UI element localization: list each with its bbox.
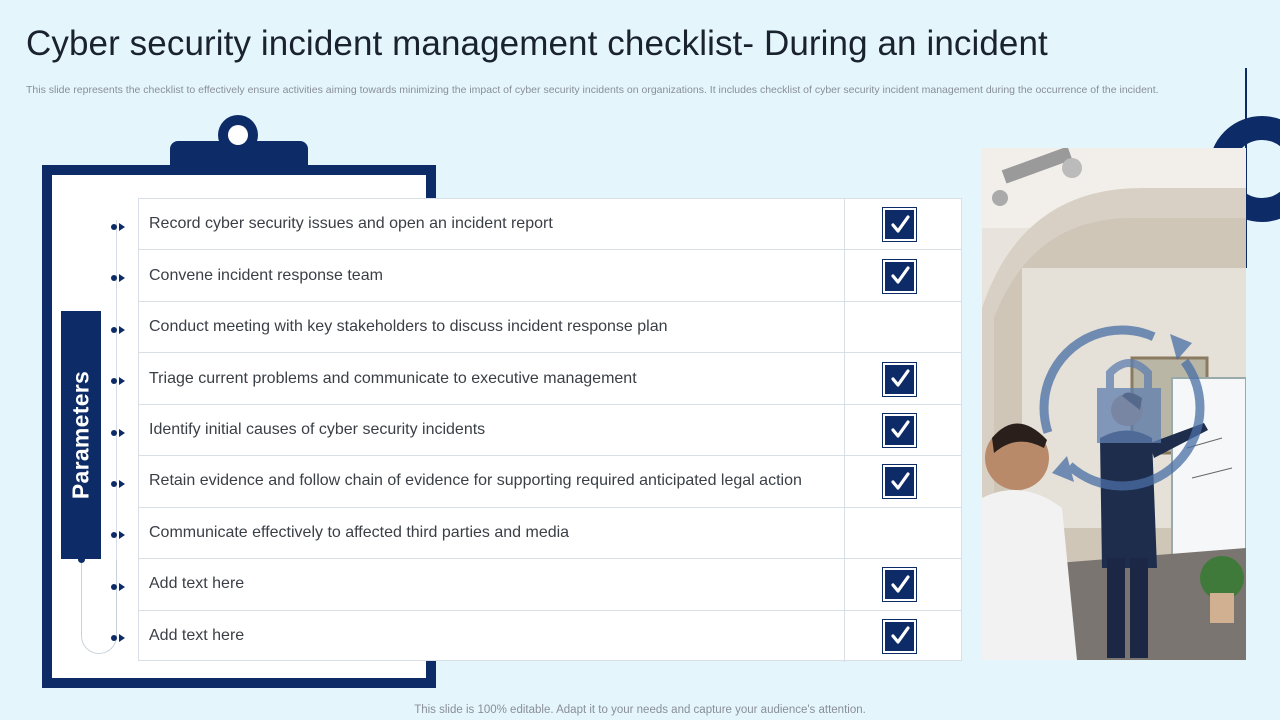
checklist-item-text: Identify initial causes of cyber security incidents [149,420,486,438]
connector-dot [78,556,85,563]
column-divider [844,353,845,403]
photo-illustration [982,148,1246,660]
checkbox-checked-icon[interactable] [883,363,916,396]
checklist-item-text: Conduct meeting with key stakeholders to discuss incident response plan [149,318,668,336]
column-divider [844,405,845,455]
column-divider [844,199,845,249]
column-divider [844,456,845,506]
double-dot-arrow-icon [110,579,128,589]
column-divider [844,611,845,662]
checkbox-checked-icon[interactable] [883,620,916,653]
double-dot-arrow-icon [110,322,128,332]
double-dot-arrow-icon [110,425,128,435]
double-dot-arrow-icon [110,476,128,486]
double-dot-arrow-icon [110,373,128,383]
presenter-photo [982,148,1246,660]
checklist-item-text: Retain evidence and follow chain of evidence for supporting required anticipated legal action [149,472,802,490]
double-dot-arrow-icon [110,219,128,229]
page-subtitle: This slide represents the checklist to effectively ensure activities aiming towards minimizing the impact of cyber security incidents on organizations. It includes checklist of cyber security incident management during the occurrence of the incident. [26,84,1159,96]
checklist-row [139,559,961,610]
double-dot-arrow-icon [110,270,128,280]
column-divider [844,302,845,352]
double-dot-arrow-icon [110,527,128,537]
column-divider [844,250,845,300]
parameters-label: Parameters [67,370,94,500]
checklist-row [139,353,961,404]
checklist-row [139,250,961,301]
checkbox-checked-icon[interactable] [883,568,916,601]
checkbox-checked-icon[interactable] [883,260,916,293]
checklist-item-text: Add text here [149,575,245,593]
clipboard-hole [228,125,248,145]
checklist-row [139,302,961,353]
checklist-item-text: Add text here [149,627,245,645]
checklist-table [138,198,962,661]
checklist-item-text: Convene incident response team [149,266,383,284]
checklist-row [139,405,961,456]
checklist-row [139,508,961,559]
checklist-row [139,611,961,662]
checklist-item-text: Triage current problems and communicate to executive management [149,369,637,387]
page-title: Cyber security incident management checklist- During an incident [26,24,1048,63]
checkbox-checked-icon[interactable] [883,414,916,447]
checkbox-checked-icon[interactable] [883,208,916,241]
checklist-item-text: Communicate effectively to affected third parties and media [149,523,570,541]
checklist-row [139,456,961,507]
column-divider [844,559,845,609]
checklist-row [139,199,961,250]
footer-note: This slide is 100% editable. Adapt it to your needs and capture your audience's attention. [414,704,866,716]
checkbox-checked-icon[interactable] [883,465,916,498]
column-divider [844,508,845,558]
checklist-item-text: Record cyber security issues and open an incident report [149,215,553,233]
double-dot-arrow-icon [110,630,128,640]
